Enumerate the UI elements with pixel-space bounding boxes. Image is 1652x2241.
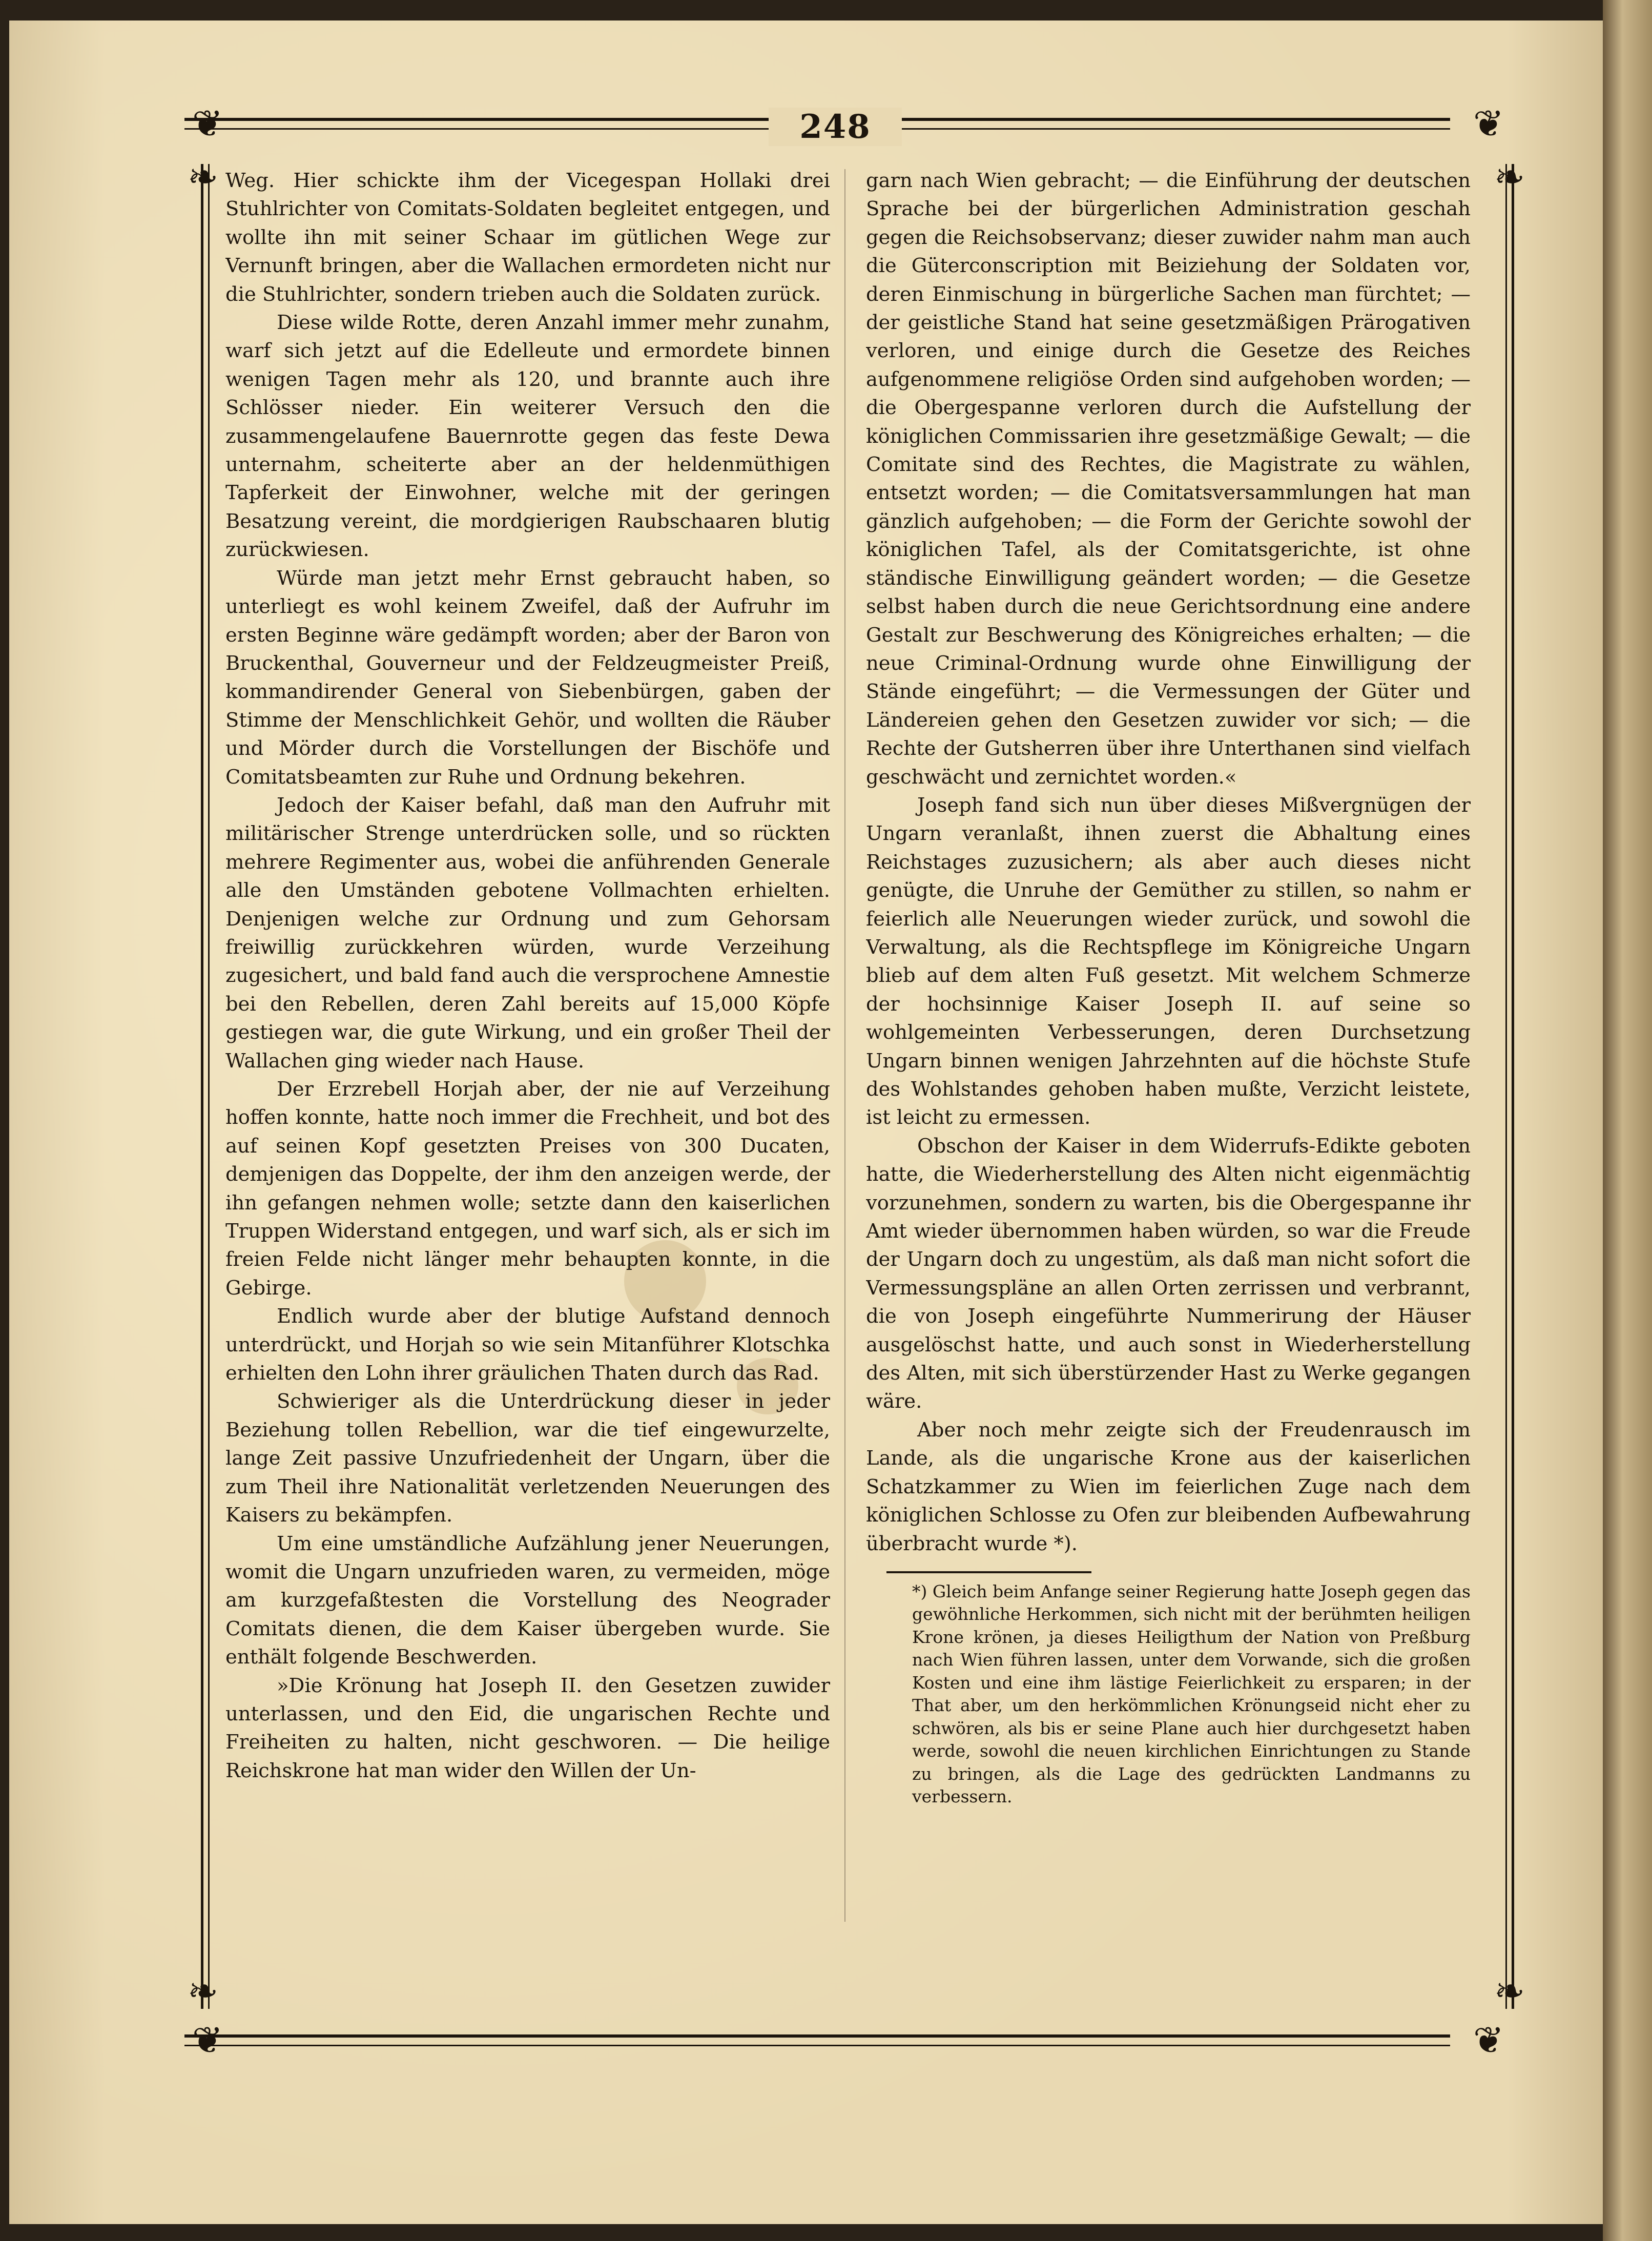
paragraph: Würde man jetzt mehr Ernst gebraucht haben, so unterliegt es wohl keinem Zweifel, daß der Aufruhr im ersten Beginne wäre gedämpft worden; aber der Baron von Bruckenthal, Gouverneur und der Feldzeugmeister Preiß, kommandirender General von Siebenbürgen, gaben der Stimme der Menschlichkeit Gehör, und wollten die Räuber und Mörder durch die Vorstellungen der Bischöfe und Comitatsbeamten zur Ruhe und Ordnung bekehren. xyxy=(225,566,830,789)
column-divider xyxy=(844,169,845,1922)
paragraph: Aber noch mehr zeigte sich der Freudenrausch im Lande, als die ungarische Krone aus der kaiserlichen Schatzkammer zu Wien im feierlichen Zuge nach dem königlichen Schlosse zu Ofen zur bleibenden Aufbewahrung überbracht wurde *). xyxy=(866,1418,1471,1555)
paragraph: Um eine umständliche Aufzählung jener Neuerungen, womit die Ungarn unzufrieden waren, zu vermeiden, möge am kurzgefaßtesten die Vorstellung des Neograder Comitats dienen, die dem Kaiser übergeben wurde. Sie enthält folgende Beschwerden. xyxy=(225,1532,830,1669)
side-ornament-bottom-right: ❧ xyxy=(1494,1969,1525,2012)
frame-left-rule xyxy=(201,164,203,2009)
paragraph: Diese wilde Rotte, deren Anzahl immer mehr zunahm, warf sich jetzt auf die Edelleute und ermordete binnen wenigen Tagen mehr als 120, und brannte auch ihre Schlösser nieder. Ein weiterer Versuch den die zusammengelaufene Bauernrotte gegen das feste Dewa unternahm, scheiterte aber an der heldenmüthigen Tapferkeit der Einwohner, welche mit der geringen Besatzung vereint, die mordgierigen Raubschaaren blutig zurückwiesen. xyxy=(225,311,830,562)
frame-right-rule xyxy=(1505,164,1507,2009)
frame-top-rule xyxy=(184,128,769,130)
paragraph: Schwieriger als die Unterdrückung dieser in jeder Beziehung tollen Rebellion, war die tief eingewurzelte, lange Zeit passive Unzufriedenheit der Ungarn, über die zum Theil ihre Nationalität verletzenden Neuerungen des Kaisers zu bekämpfen. xyxy=(225,1390,830,1527)
paragraph: Obschon der Kaiser in dem Widerrufs-Edikte geboten hatte, die Wiederherstellung des Alten nicht eigenmächtig vorzunehmen, sondern zu warten, bis die Obergespanne ihr Amt wieder übernommen haben würden, so war die Freude der Ungarn doch zu ungestüm, als daß man nicht sofort die Vermessungspläne an allen Orten zerrissen und verbrannt, die von Joseph eingeführte Nummerirung der Häuser ausgelöschst hatte, und auch sonst in Wiederherstellung des Alten, mit sich überstürzender Hast zu Werke gegangen wäre. xyxy=(866,1134,1471,1413)
frame-right-rule xyxy=(1512,164,1514,2009)
page-number: 248 xyxy=(769,108,902,146)
side-ornament-top-right: ❧ xyxy=(1494,155,1525,198)
frame-top-rule xyxy=(184,118,769,121)
frame-top-rule xyxy=(902,118,1450,121)
paragraph: Jedoch der Kaiser befahl, daß man den Aufruhr mit militärischer Strenge unterdrücken solle, und so rückten mehrere Regimenter aus, wobei die anführenden Generale alle den Umständen gebotene Vollmachten erhielten. Denjenigen welche zur Ordnung und zum Gehorsam freiwillig zurückkehren würden, wurde Verzeihung zugesichert, und bald fand auch die versprochene Amnestie bei den Rebellen, deren Zahl bereits auf 15,000 Köpfe gestiegen war, die gute Wirkung, und ein großer Theil der Wallachen ging wieder nach Hause. xyxy=(225,793,830,1073)
side-ornament-bottom-left: ❧ xyxy=(187,1969,219,2012)
text-column-right xyxy=(866,167,1471,1919)
frame-bottom-rule xyxy=(184,2034,1450,2038)
paragraph: Joseph fand sich nun über dieses Mißvergnügen der Ungarn veranlaßt, ihnen zuerst die Abhaltung eines Reichstages zuzusichern; als aber auch dieses nicht genügte, die Unruhe der Gemüther zu stillen, so nahm er feierlich alle Neuerungen wieder zurück, und sowohl die Verwaltung, als die Rechtspflege im Königreiche Ungarn blieb auf dem alten Fuß gesetzt. Mit welchem Schmerze der hochsinnige Kaiser Joseph II. auf seine so wohlgemeinten Verbesserungen, deren Durchsetzung Ungarn binnen wenigen Jahrzehnten auf die höchste Stufe des Wohlstandes gehoben haben mußte, Verzicht leistete, ist leicht zu ermessen. xyxy=(866,793,1471,1129)
text-column-left xyxy=(225,167,830,1919)
corner-ornament-top-right: ❦ xyxy=(1473,102,1504,145)
paragraph: »Die Krönung hat Joseph II. den Gesetzen zuwider unterlassen, und den Eid, die ungarischen Rechte und Freiheiten zu halten, nicht geschworen. — Die heilige Reichskrone hat man wider den Willen der Un- xyxy=(225,1674,830,1782)
page-edge xyxy=(1603,0,1652,2241)
corner-ornament-bottom-right: ❦ xyxy=(1473,2019,1504,2062)
frame-bottom-rule xyxy=(184,2045,1450,2046)
frame-top-rule xyxy=(902,128,1450,130)
corner-ornament-top-left: ❦ xyxy=(192,102,223,145)
frame-left-rule xyxy=(208,164,210,2009)
footnote-separator xyxy=(886,1571,1091,1573)
side-ornament-top-left: ❧ xyxy=(187,155,219,198)
paragraph: Weg. Hier schickte ihm der Vicegespan Hollaki drei Stuhlrichter von Comitats-Soldaten begleitet entgegen, und wollte ihn mit seiner Schaar im gütlichen Wege zur Vernunft bringen, aber die Wallachen ermordeten nicht nur die Stuhlrichter, sondern trieben auch die Soldaten zurück. xyxy=(225,169,830,306)
paragraph: Endlich wurde aber der blutige Aufstand dennoch unterdrückt, und Horjah so wie sein Mitanführer Klotschka erhielten den Lohn ihrer gräulichen Thaten durch das Rad. xyxy=(225,1305,830,1385)
paragraph: Der Erzrebell Horjah aber, der nie auf Verzeihung hoffen konnte, hatte noch immer die Frechheit, und bot des auf seinen Kopf gesetzten Preises von 300 Ducaten, demjenigen das Doppelte, der ihm den anzeigen werde, der ihn gefangen nehmen wolle; setzte dann den kaiserlichen Truppen Widerstand entgegen, und warf sich, als er sich im freien Felde nicht länger mehr behaupten konnte, in die Gebirge. xyxy=(225,1078,830,1300)
paragraph: garn nach Wien gebracht; — die Einführung der deutschen Sprache bei der bürgerlichen Administration geschah gegen die Reichsobservanz; dieser zuwider nahm man auch die Güterconscription mit Beiziehung der Soldaten vor, deren Einmischung in bürgerliche Sachen man fürchtet; — der geistliche Stand hat seine gesetzmäßigen Prärogativen verloren, und einige durch die Gesetze des Reiches aufgenommene religiöse Orden sind aufgehoben worden; — die Obergespanne verloren durch die Aufstellung der königlichen Commissarien ihre gesetzmäßige Gewalt; — die Comitate sind des Rechtes, die Magistrate zu wählen, entsetzt worden; — die Comitatsversammlungen hat man gänzlich aufgehoben; — die Form der Gerichte sowohl der königlichen Tafel, als der Comitatsgerichte, ist ohne ständische Einwilligung geändert worden; — die Gesetze selbst haben durch die neue Gerichtsordnung eine andere Gestalt zur Beschwerung des Königreiches erhalten; — die neue Criminal-Ordnung wurde ohne Einwilligung der Stände eingeführt; — die Vermessungen der Güter und Ländereien gehen den Gesetzen zuwider vor sich; — die Rechte der Gutsherren über ihre Unterthanen sind vielfach geschwächt und zernichtet worden.« xyxy=(866,169,1471,789)
footnote: *) Gleich beim Anfange seiner Regierung hatte Joseph gegen das gewöhnliche Herkommen, sich nicht mit der berühmten heiligen Krone krönen, ja dieses Heiligthum der Nation von Preßburg nach Wien führen lassen, unter dem Vorwande, sich die großen Kosten und eine ihm lästige Feierlichkeit zu ersparen; in der That aber, um den herkömmlichen Krönungseid nicht eher zu schwören, als bis er seine Plane auch hier durchgesetzt haben werde, sowohl die neuen kirchlichen Einrichtungen zu Stande zu bringen, als die Lage des gedrückten Landmanns zu verbessern. xyxy=(912,1581,1471,1807)
corner-ornament-bottom-left: ❦ xyxy=(192,2019,223,2062)
